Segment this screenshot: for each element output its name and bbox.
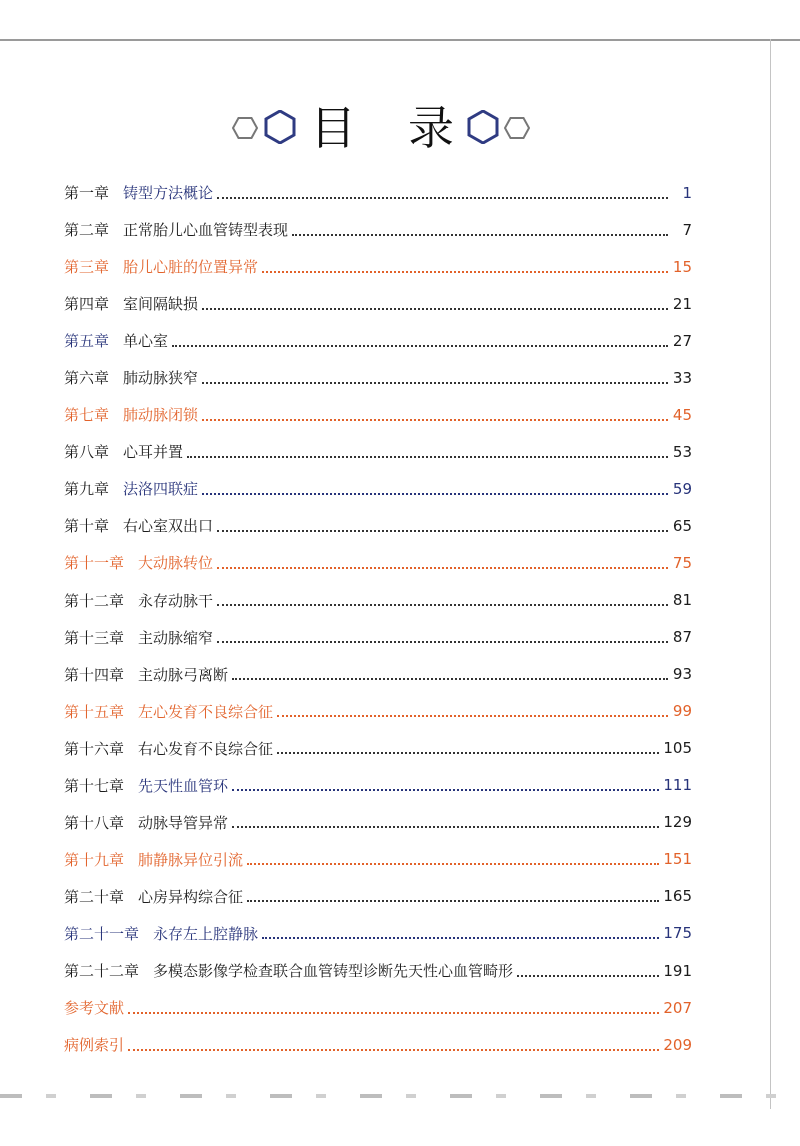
toc-leader-dots xyxy=(217,567,668,569)
toc-page-number: 7 xyxy=(682,220,692,239)
hexagon-icon xyxy=(467,110,499,144)
toc-leader-dots xyxy=(277,715,668,717)
toc-page-number: 111 xyxy=(663,776,692,795)
toc-chapter-title: 多模态影像学检查联合血管铸型诊断先天性心血管畸形 xyxy=(153,962,514,980)
toc-page-number: 21 xyxy=(672,294,692,313)
toc-chapter-title: 先天性血管环 xyxy=(138,776,229,795)
toc-page-number: 99 xyxy=(672,702,692,721)
toc-entry[interactable] xyxy=(64,211,692,248)
toc-page-number: 93 xyxy=(672,665,692,684)
toc-chapter-title: 心耳并置 xyxy=(123,443,184,462)
toc-leader-dots xyxy=(232,826,659,828)
toc-chapter-number: 第十三章 xyxy=(64,628,125,647)
toc-chapter-title: 左心发育不良综合征 xyxy=(138,702,274,721)
toc-entry[interactable] xyxy=(64,730,692,767)
toc-leader-dots xyxy=(232,789,659,791)
hexagon-icon xyxy=(504,117,530,139)
toc-page-number: 105 xyxy=(663,739,692,758)
toc-chapter-number: 第九章 xyxy=(64,480,110,499)
toc-chapter-number: 第十七章 xyxy=(64,776,125,795)
toc-chapter-title: 铸型方法概论 xyxy=(123,184,214,203)
scan-border-right xyxy=(770,39,771,1109)
toc-leader-dots xyxy=(202,382,668,384)
toc-leader-dots xyxy=(128,1049,659,1051)
toc-entry[interactable] xyxy=(64,470,692,507)
toc-entry[interactable] xyxy=(64,952,692,989)
hexagon-icon xyxy=(264,110,296,144)
toc-entry[interactable] xyxy=(64,693,692,730)
toc-leader-dots xyxy=(202,419,668,421)
toc-leader-dots xyxy=(202,308,668,310)
toc-entry[interactable] xyxy=(64,433,692,470)
toc-chapter-title: 永存动脉干 xyxy=(138,591,214,610)
toc-chapter-title: 肺静脉异位引流 xyxy=(138,850,244,869)
toc-page-number: 175 xyxy=(663,924,692,943)
toc-entry[interactable] xyxy=(64,174,692,211)
toc-leader-dots xyxy=(217,641,668,643)
toc-page-number: 1 xyxy=(682,183,692,202)
toc-entry[interactable] xyxy=(64,767,692,804)
toc-page-number: 129 xyxy=(663,813,692,832)
toc-leader-dots xyxy=(217,197,668,199)
toc-page-number: 207 xyxy=(663,998,692,1017)
toc-chapter-number: 第二十一章 xyxy=(64,924,140,943)
toc-chapter-title: 正常胎儿心血管铸型表现 xyxy=(123,221,289,240)
toc-chapter-number: 第十九章 xyxy=(64,850,125,869)
toc-chapter-title: 主动脉缩窄 xyxy=(138,628,214,647)
toc-leader-dots xyxy=(247,863,659,865)
scan-border-top xyxy=(0,39,800,41)
scan-border-bottom xyxy=(0,1094,800,1098)
toc-leader-dots xyxy=(217,604,668,606)
toc-chapter-number: 第四章 xyxy=(64,295,110,314)
toc-chapter-number: 第十章 xyxy=(64,517,110,536)
toc-entry[interactable] xyxy=(64,915,692,952)
toc-leader-dots xyxy=(217,530,668,532)
toc-chapter-number: 第二十二章 xyxy=(64,962,140,980)
toc-chapter-title: 右心发育不良综合征 xyxy=(138,739,274,758)
toc-page-number: 209 xyxy=(663,1035,692,1054)
toc-page-number: 27 xyxy=(672,331,692,350)
toc-chapter-number: 第八章 xyxy=(64,443,110,462)
toc-page-number: 45 xyxy=(672,405,692,424)
toc-chapter-number: 第十五章 xyxy=(64,702,125,721)
toc-chapter-title: 胎儿心脏的位置异常 xyxy=(123,258,259,277)
toc-chapter-number: 病例索引 xyxy=(64,1036,125,1055)
toc-leader-dots xyxy=(262,937,659,939)
toc-entry[interactable] xyxy=(64,619,692,656)
toc-entry[interactable] xyxy=(64,544,692,581)
toc-entry[interactable] xyxy=(64,989,692,1026)
toc-chapter-number: 第十六章 xyxy=(64,739,125,758)
toc-leader-dots xyxy=(247,900,659,902)
toc-chapter-title: 右心室双出口 xyxy=(123,517,214,536)
toc-entry[interactable] xyxy=(64,248,692,285)
toc-page-number: 165 xyxy=(663,887,692,906)
toc-page-number: 191 xyxy=(663,961,692,980)
toc-chapter-title: 肺动脉闭锁 xyxy=(123,406,199,425)
toc-leader-dots xyxy=(202,493,668,495)
toc-leader-dots xyxy=(128,1012,659,1014)
toc-leader-dots xyxy=(172,345,668,347)
toc-page-number: 75 xyxy=(672,553,692,572)
toc-chapter-number: 第三章 xyxy=(64,258,110,277)
toc-chapter-title: 室间隔缺损 xyxy=(123,295,199,314)
toc-chapter-number: 第十八章 xyxy=(64,813,125,832)
page-title-right: 录 xyxy=(408,101,454,155)
toc-page-number: 33 xyxy=(672,368,692,387)
toc-leader-dots xyxy=(517,975,659,977)
toc-entry[interactable] xyxy=(64,507,692,544)
toc-chapter-number: 第五章 xyxy=(64,332,110,351)
toc-chapter-number: 第六章 xyxy=(64,369,110,388)
toc-entry[interactable] xyxy=(64,804,692,841)
toc-entry[interactable] xyxy=(64,322,692,359)
toc-chapter-title: 法洛四联症 xyxy=(123,480,199,499)
toc-chapter-title: 心房异构综合征 xyxy=(138,887,244,906)
toc-entry[interactable] xyxy=(64,285,692,322)
table-of-contents xyxy=(64,174,692,1063)
toc-entry[interactable] xyxy=(64,841,692,878)
toc-chapter-number: 参考文献 xyxy=(64,999,125,1018)
page-title-left: 目 xyxy=(310,101,356,155)
toc-chapter-title: 肺动脉狭窄 xyxy=(123,369,199,388)
toc-leader-dots xyxy=(187,456,668,458)
toc-page-number: 15 xyxy=(672,257,692,276)
toc-page-number: 151 xyxy=(663,850,692,869)
toc-page-number: 87 xyxy=(672,628,692,647)
toc-chapter-number: 第十四章 xyxy=(64,665,125,684)
toc-chapter-number: 第一章 xyxy=(64,184,110,203)
toc-chapter-title: 永存左上腔静脉 xyxy=(153,924,259,943)
toc-chapter-number: 第二章 xyxy=(64,221,110,240)
hexagon-icon xyxy=(232,117,258,139)
toc-leader-dots xyxy=(262,271,668,273)
toc-leader-dots xyxy=(292,234,668,236)
toc-page-number: 65 xyxy=(672,516,692,535)
toc-entry[interactable] xyxy=(64,396,692,433)
toc-chapter-number: 第十二章 xyxy=(64,591,125,610)
toc-entry[interactable] xyxy=(64,656,692,693)
toc-chapter-number: 第十一章 xyxy=(64,554,125,573)
toc-chapter-number: 第七章 xyxy=(64,406,110,425)
toc-entry[interactable] xyxy=(64,582,692,619)
toc-entry[interactable] xyxy=(64,359,692,396)
toc-entry[interactable] xyxy=(64,1026,692,1063)
toc-chapter-title: 主动脉弓离断 xyxy=(138,665,229,684)
toc-chapter-title: 动脉导管异常 xyxy=(138,813,229,832)
toc-chapter-title: 单心室 xyxy=(123,332,169,351)
toc-chapter-title: 大动脉转位 xyxy=(138,554,214,573)
toc-leader-dots xyxy=(232,678,668,680)
toc-page-number: 59 xyxy=(672,479,692,498)
toc-page-number: 53 xyxy=(672,442,692,461)
toc-leader-dots xyxy=(277,752,659,754)
toc-entry[interactable] xyxy=(64,878,692,915)
toc-page-number: 81 xyxy=(672,591,692,610)
toc-chapter-number: 第二十章 xyxy=(64,887,125,906)
